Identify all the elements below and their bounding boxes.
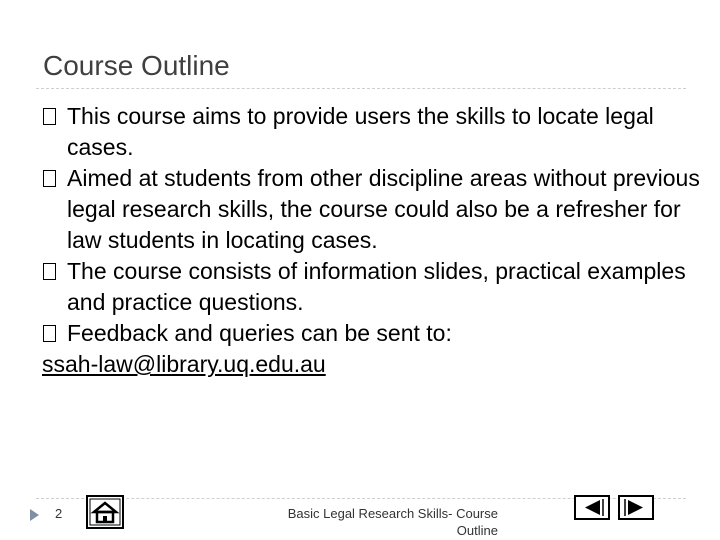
home-button[interactable] bbox=[86, 495, 124, 529]
bullet-item bbox=[42, 163, 712, 256]
square-bullet-icon bbox=[43, 325, 56, 342]
square-bullet-icon bbox=[43, 263, 56, 280]
page-marker-icon bbox=[30, 509, 39, 521]
next-slide-button[interactable] bbox=[618, 495, 654, 520]
home-icon bbox=[88, 497, 122, 527]
bullet-item bbox=[42, 101, 712, 163]
email-link[interactable]: ssah-law@library.uq.edu.au bbox=[42, 351, 326, 377]
previous-slide-button[interactable] bbox=[574, 495, 610, 520]
page-number: 2 bbox=[55, 506, 63, 521]
next-triangle-icon bbox=[620, 497, 652, 518]
footer-text: Basic Legal Research Skills- Course Outline bbox=[287, 506, 498, 538]
previous-triangle-icon bbox=[576, 497, 608, 518]
square-bullet-icon bbox=[43, 108, 56, 125]
slide-content bbox=[42, 101, 712, 380]
square-bullet-icon bbox=[43, 170, 56, 187]
title-divider bbox=[36, 88, 686, 89]
bullet-text: The course consists of information slides, practical examples and practice questions. bbox=[67, 258, 686, 315]
bullet-text: Feedback and queries can be sent to: bbox=[67, 320, 452, 346]
slide-title: Course Outline bbox=[43, 50, 230, 81]
bullet-text: Aimed at students from other discipline areas without previous legal research skills, the course could also be a refresher for law students in locating cases. bbox=[67, 165, 700, 253]
bullet-text: This course aims to provide users the skills to locate legal cases. bbox=[67, 103, 654, 160]
bullet-item bbox=[42, 256, 712, 318]
bullet-item bbox=[42, 318, 712, 349]
